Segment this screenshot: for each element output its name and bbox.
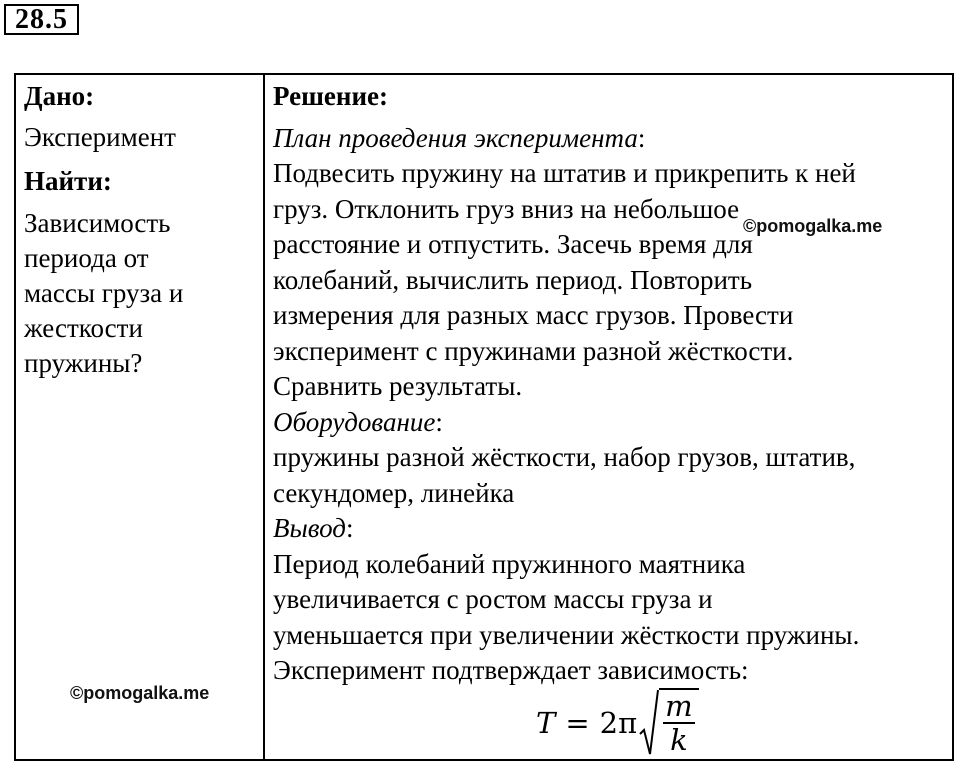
watermark: ©pomogalka.me	[743, 216, 883, 236]
plan-line: эксперимент с пружинами разной жёсткости.	[273, 335, 794, 366]
equipment-label: Оборудование	[273, 406, 436, 437]
formula-numerator: m	[665, 689, 693, 723]
equipment-line: секундомер, линейка	[273, 477, 515, 508]
plan-heading	[273, 121, 953, 157]
find-label: Найти:	[24, 166, 112, 196]
find-line: пружины?	[24, 348, 143, 378]
equipment-heading	[273, 405, 953, 441]
given-column	[24, 79, 256, 381]
find-line: периода от	[24, 243, 149, 273]
conclusion-line: Эксперимент подтверждает зависимость:	[273, 655, 749, 685]
equipment-colon: :	[435, 406, 443, 437]
given-label: Дано:	[24, 81, 95, 111]
solution-table	[14, 73, 954, 761]
conclusion-heading	[273, 511, 953, 547]
period-formula	[536, 688, 699, 758]
formula-equals: =	[565, 706, 590, 740]
conclusion-line: Период колебаний пружинного маятника	[273, 548, 746, 579]
plan-line: колебаний, вычислить период. Повторить	[273, 264, 753, 295]
plan-line: измерения для разных масс грузов. Провести	[273, 300, 794, 330]
find-line: жесткости	[24, 313, 143, 343]
formula-coefficient: 2π	[599, 706, 638, 740]
plan-line: расстояние и отпустить. Засечь время для	[273, 229, 753, 259]
equipment-line: пружины разной жёсткости, набор грузов, штатив,	[273, 442, 856, 472]
plan-line: Подвесить пружину на штатив и прикрепить к ней	[273, 158, 856, 188]
plan-label: План проведения эксперимента	[273, 122, 638, 153]
solution-column	[273, 79, 953, 689]
formula-denominator: k	[670, 723, 688, 757]
radical-sign-icon	[639, 688, 659, 758]
fraction	[659, 688, 699, 758]
column-divider	[263, 75, 265, 759]
solution-label: Решение:	[273, 81, 388, 111]
plan-colon: :	[637, 122, 646, 153]
find-text	[24, 206, 256, 381]
plan-line: Сравнить результаты.	[273, 371, 523, 401]
watermark: ©pomogalka.me	[70, 683, 210, 703]
formula-lhs: T	[536, 706, 556, 740]
square-root	[639, 688, 699, 758]
conclusion-line: увеличивается с ростом массы груза и	[273, 584, 713, 614]
problem-number: 28.5	[4, 4, 79, 35]
find-line: массы груза и	[24, 278, 184, 308]
given-text: Эксперимент	[24, 122, 176, 152]
find-line: Зависимость	[24, 208, 171, 238]
plan-line: груз. Отклонить груз вниз на небольшое	[273, 193, 740, 224]
conclusion-line: уменьшается при увеличении жёсткости пружины.	[273, 619, 860, 650]
conclusion-label: Вывод	[273, 513, 346, 543]
conclusion-colon: :	[345, 513, 354, 543]
